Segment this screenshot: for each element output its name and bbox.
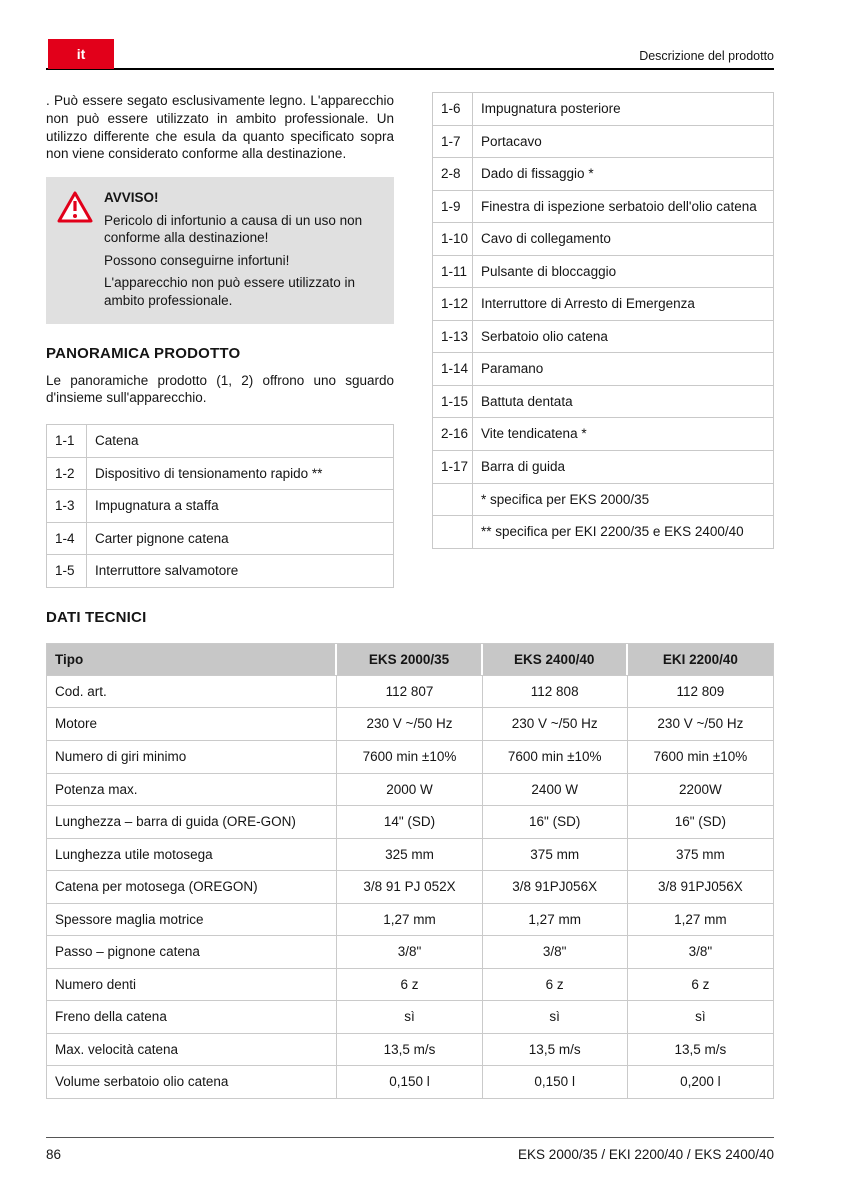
- tech-row: [47, 870, 773, 903]
- tech-value-cell: 3/8 91PJ056X: [483, 870, 628, 903]
- part-number-cell: 1-5: [47, 555, 87, 588]
- part-number-cell: 1-6: [433, 93, 473, 126]
- part-number-cell: 1-15: [433, 385, 473, 418]
- table-row: [433, 483, 774, 516]
- part-number-cell: 1-14: [433, 353, 473, 386]
- tech-col-header: Tipo: [47, 644, 337, 675]
- tech-row: [47, 1065, 773, 1098]
- tech-value-cell: 230 V ~/50 Hz: [628, 707, 773, 740]
- part-label-cell: Barra di guida: [473, 451, 774, 484]
- tech-value-cell: 13,5 m/s: [483, 1033, 628, 1066]
- table-row: [433, 385, 774, 418]
- tech-value-cell: 1,27 mm: [628, 903, 773, 936]
- warning-triangle-icon: [56, 189, 104, 309]
- part-number-cell: 1-9: [433, 190, 473, 223]
- tech-value-cell: sì: [483, 1000, 628, 1033]
- part-number-cell: 1-17: [433, 451, 473, 484]
- footnote-cell: ** specifica per EKI 2200/35 e EKS 2400/40: [473, 516, 774, 549]
- page-footer: [46, 1137, 774, 1162]
- tech-value-cell: 0,150 l: [337, 1065, 482, 1098]
- tech-label-cell: Numero di giri minimo: [47, 740, 337, 773]
- tech-header-row: [47, 644, 773, 675]
- page-header: [46, 40, 774, 70]
- warning-line: L'apparecchio non può essere utilizzato in ambito professionale.: [104, 275, 355, 308]
- tech-value-cell: 2000 W: [337, 773, 482, 806]
- tech-label-cell: Volume serbatoio olio catena: [47, 1065, 337, 1098]
- tech-label-cell: Lunghezza – barra di guida (ORE-GON): [47, 805, 337, 838]
- tech-row: [47, 903, 773, 936]
- tech-value-cell: 375 mm: [483, 838, 628, 871]
- part-label-cell: Pulsante di bloccaggio: [473, 255, 774, 288]
- table-row: [47, 555, 394, 588]
- table-row: [433, 93, 774, 126]
- part-label-cell: Interruttore salvamotore: [87, 555, 394, 588]
- table-row: [433, 125, 774, 158]
- part-label-cell: Cavo di collegamento: [473, 223, 774, 256]
- part-number-cell: 2-8: [433, 158, 473, 191]
- overview-heading: PANORAMICA PRODOTTO: [46, 344, 241, 362]
- tech-label-cell: Passo – pignone catena: [47, 935, 337, 968]
- tech-value-cell: 13,5 m/s: [337, 1033, 482, 1066]
- part-label-cell: Vite tendicatena *: [473, 418, 774, 451]
- tech-value-cell: 3/8 91PJ056X: [628, 870, 773, 903]
- parts-table-left: [46, 424, 394, 588]
- tech-value-cell: 0,200 l: [628, 1065, 773, 1098]
- part-label-cell: Paramano: [473, 353, 774, 386]
- tech-value-cell: sì: [628, 1000, 773, 1033]
- tech-value-cell: 0,150 l: [483, 1065, 628, 1098]
- tech-value-cell: 112 807: [337, 675, 482, 708]
- tech-label-cell: Freno della catena: [47, 1000, 337, 1033]
- part-label-cell: Carter pignone catena: [87, 522, 394, 555]
- part-number-cell: [433, 516, 473, 549]
- intro-paragraph: . Può essere segato esclusivamente legno. L'apparecchio non può essere utilizzato in ambito professionale. Un utilizzo differente che esula da quanto specificato sopra non viene considerato conforme alla destinazione.: [46, 93, 394, 162]
- tech-value-cell: 230 V ~/50 Hz: [337, 707, 482, 740]
- tech-value-cell: sì: [337, 1000, 482, 1033]
- part-number-cell: 1-11: [433, 255, 473, 288]
- part-number-cell: 1-10: [433, 223, 473, 256]
- tech-value-cell: 16" (SD): [628, 805, 773, 838]
- table-row: [433, 451, 774, 484]
- part-number-cell: 1-3: [47, 490, 87, 523]
- table-row: [433, 418, 774, 451]
- parts-table-right: [432, 92, 774, 549]
- table-row: [433, 320, 774, 353]
- tech-label-cell: Spessore maglia motrice: [47, 903, 337, 936]
- part-label-cell: Finestra di ispezione serbatoio dell'olio catena: [473, 190, 774, 223]
- doc-title: EKS 2000/35 / EKI 2200/40 / EKS 2400/40: [518, 1147, 774, 1162]
- tech-label-cell: Potenza max.: [47, 773, 337, 806]
- part-label-cell: Interruttore di Arresto di Emergenza: [473, 288, 774, 321]
- table-row: [47, 490, 394, 523]
- tech-value-cell: 16" (SD): [483, 805, 628, 838]
- part-number-cell: 1-2: [47, 457, 87, 490]
- part-number-cell: 1-1: [47, 425, 87, 458]
- tech-col-header: EKS 2000/35: [337, 644, 482, 675]
- warning-line: Pericolo di infortunio a causa di un uso non conforme alla destinazione!: [104, 212, 363, 246]
- warning-text: [104, 189, 382, 309]
- table-row: [47, 425, 394, 458]
- tech-row: [47, 773, 773, 806]
- footnote-cell: * specifica per EKS 2000/35: [473, 483, 774, 516]
- tech-value-cell: 2200W: [628, 773, 773, 806]
- table-row: [47, 522, 394, 555]
- tech-value-cell: 7600 min ±10%: [337, 740, 482, 773]
- tech-value-cell: 3/8": [337, 935, 482, 968]
- overview-paragraph: Le panoramiche prodotto (1, 2) offrono uno sguardo d'insieme sull'apparecchio.: [46, 372, 394, 406]
- part-label-cell: Battuta dentata: [473, 385, 774, 418]
- tech-value-cell: 7600 min ±10%: [628, 740, 773, 773]
- part-label-cell: Dado di fissaggio *: [473, 158, 774, 191]
- section-title: Descrizione del prodotto: [639, 49, 774, 63]
- part-label-cell: Impugnatura a staffa: [87, 490, 394, 523]
- tech-col-header: EKS 2400/40: [483, 644, 628, 675]
- tech-value-cell: 112 808: [483, 675, 628, 708]
- tech-label-cell: Max. velocità catena: [47, 1033, 337, 1066]
- tech-heading: DATI TECNICI: [46, 608, 147, 626]
- tech-row: [47, 1033, 773, 1066]
- right-column: [432, 92, 774, 588]
- part-label-cell: Impugnatura posteriore: [473, 93, 774, 126]
- tech-value-cell: 3/8": [483, 935, 628, 968]
- page-number: 86: [46, 1147, 62, 1162]
- tech-value-cell: 1,27 mm: [337, 903, 482, 936]
- tech-label-cell: Catena per motosega (OREGON): [47, 870, 337, 903]
- table-row: [433, 255, 774, 288]
- tech-row: [47, 1000, 773, 1033]
- table-row: [433, 190, 774, 223]
- tech-label-cell: Numero denti: [47, 968, 337, 1001]
- part-number-cell: 1-4: [47, 522, 87, 555]
- left-column: [46, 92, 394, 588]
- tech-value-cell: 2400 W: [483, 773, 628, 806]
- table-row: [433, 223, 774, 256]
- table-row: [433, 353, 774, 386]
- part-number-cell: 2-16: [433, 418, 473, 451]
- tech-value-cell: 6 z: [628, 968, 773, 1001]
- part-number-cell: 1-13: [433, 320, 473, 353]
- part-label-cell: Portacavo: [473, 125, 774, 158]
- table-row: [433, 516, 774, 549]
- part-number-cell: 1-7: [433, 125, 473, 158]
- tech-value-cell: 1,27 mm: [483, 903, 628, 936]
- tech-label-cell: Cod. art.: [47, 675, 337, 708]
- tech-value-cell: 230 V ~/50 Hz: [483, 707, 628, 740]
- tech-value-cell: 3/8 91 PJ 052X: [337, 870, 482, 903]
- tech-value-cell: 7600 min ±10%: [483, 740, 628, 773]
- part-number-cell: [433, 483, 473, 516]
- tech-value-cell: 112 809: [628, 675, 773, 708]
- tech-value-cell: 3/8": [628, 935, 773, 968]
- warning-line: Possono conseguirne infortuni!: [104, 252, 290, 268]
- tech-row: [47, 935, 773, 968]
- tech-value-cell: 325 mm: [337, 838, 482, 871]
- part-label-cell: Catena: [87, 425, 394, 458]
- tech-value-cell: 14" (SD): [337, 805, 482, 838]
- tech-row: [47, 968, 773, 1001]
- tech-row: [47, 805, 773, 838]
- part-label-cell: Serbatoio olio catena: [473, 320, 774, 353]
- tech-row: [47, 675, 773, 708]
- part-label-cell: Dispositivo di tensionamento rapido **: [87, 457, 394, 490]
- tech-label-cell: Motore: [47, 707, 337, 740]
- table-row: [47, 457, 394, 490]
- language-tab-label: it: [76, 46, 86, 62]
- two-column-area: [46, 92, 774, 588]
- warning-title: AVVISO!: [104, 190, 159, 206]
- tech-value-cell: 6 z: [337, 968, 482, 1001]
- warning-box: [46, 177, 394, 323]
- tech-row: [47, 838, 773, 871]
- tech-data-table: [46, 643, 774, 1099]
- language-tab: [48, 39, 114, 69]
- tech-row: [47, 707, 773, 740]
- tech-value-cell: 375 mm: [628, 838, 773, 871]
- tech-value-cell: 6 z: [483, 968, 628, 1001]
- tech-row: [47, 740, 773, 773]
- table-row: [433, 158, 774, 191]
- tech-value-cell: 13,5 m/s: [628, 1033, 773, 1066]
- table-row: [433, 288, 774, 321]
- part-number-cell: 1-12: [433, 288, 473, 321]
- tech-label-cell: Lunghezza utile motosega: [47, 838, 337, 871]
- tech-col-header: EKI 2200/40: [628, 644, 773, 675]
